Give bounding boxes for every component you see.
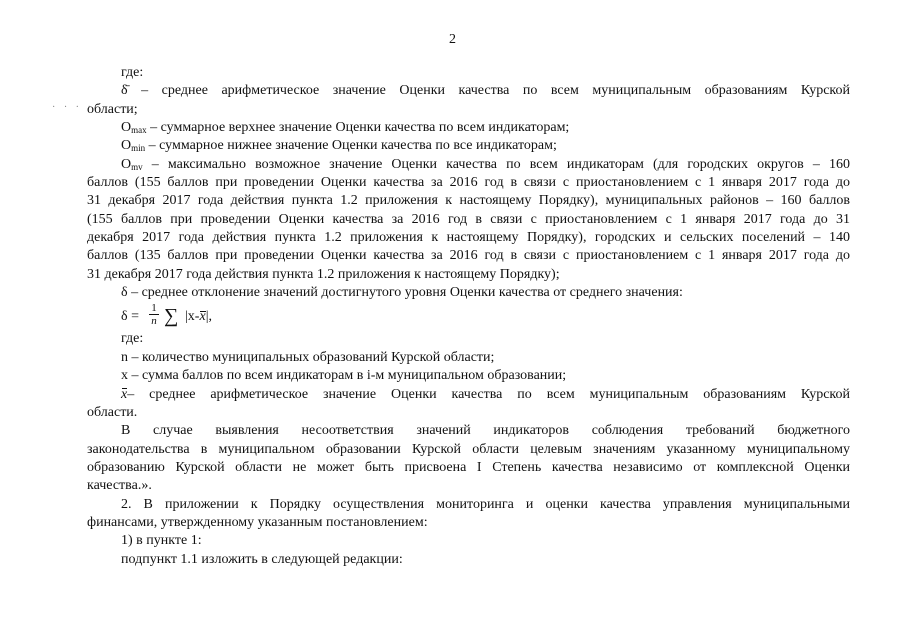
text-line [87, 247, 850, 265]
text-line [87, 156, 850, 174]
body-text: 2. В приложении к Порядку осуществления мониторинга и оценки качества управления муниципальными [121, 496, 850, 512]
formula-mean-x: x [199, 309, 206, 325]
mean-x-symbol: x [121, 386, 127, 404]
list-item: 1) в пункте 1: [121, 533, 202, 549]
text-line [87, 386, 850, 404]
deviation-formula [87, 302, 850, 330]
definition-text: – суммарное верхнее значение Оценки качества по всем индикаторам; [146, 120, 570, 136]
body-text: законодательства в муниципальном образовании Курской области целевым значениям указанному муниципальному [87, 441, 850, 457]
definition-text: области; [87, 101, 138, 117]
body-text: В случае выявления несоответствия значений индикаторов соблюдения требований бюджетного [121, 423, 850, 439]
text-line [87, 404, 850, 422]
formula-abs-close: |, [205, 309, 212, 325]
text-line [87, 211, 850, 229]
body-text: баллов (155 баллов при проведении Оценки качества за 2016 год в связи с приостановлением с 1 января 2017 года до [87, 175, 850, 191]
omin-symbol: O [121, 138, 132, 154]
definition-text: δ – среднее отклонение значений достигнутого уровня Оценки качества от среднего значения: [121, 285, 683, 301]
text-line [87, 82, 850, 100]
text-line [87, 532, 850, 550]
where-label: где: [121, 65, 144, 80]
fraction-denominator: n [151, 315, 157, 328]
text-line [87, 496, 850, 514]
text-line [87, 441, 850, 459]
page-number: 2 [449, 32, 456, 47]
body-text: качества.». [87, 478, 152, 494]
text-line [87, 229, 850, 247]
text-line [87, 266, 850, 284]
definition-text: x – сумма баллов по всем индикаторам в i-м муниципальном образовании; [121, 368, 567, 384]
definition-text: n – количество муниципальных образований Курской области; [121, 349, 495, 365]
where-label: где: [121, 331, 144, 347]
text-line [87, 459, 850, 477]
text-line [87, 551, 850, 569]
text-line [87, 422, 850, 440]
text-line [87, 119, 850, 137]
definition-text: – суммарное нижнее значение Оценки качества по все индикаторам; [145, 138, 557, 154]
text-line [87, 101, 850, 119]
margin-marks: · · · · [52, 102, 94, 113]
formula-fraction [149, 302, 159, 327]
body-text: (155 баллов при проведении Оценки качества за 2016 год в связи с приостановлением с 1 января 2017 года до 31 [87, 211, 850, 227]
definition-text: – максимально возможное значение Оценки качества по всем индикаторам (для городских округов – 160 [142, 156, 850, 172]
definition-text: – среднее арифметическое значение Оценки качества по всем муниципальным образованиям Курской [127, 386, 850, 402]
text-line [87, 64, 850, 82]
text-line [87, 367, 850, 385]
text-line [87, 192, 850, 210]
formula-abs-open: |x- [185, 309, 200, 325]
text-line [87, 174, 850, 192]
delta-bar-symbol: δ̄ [121, 83, 128, 99]
definition-text: – среднее арифметическое значение Оценки качества по всем муниципальным образованиям Курской [141, 83, 850, 99]
formula-rhs [185, 309, 212, 325]
formula-lhs: δ = [121, 309, 139, 325]
omv-subscript: mv [131, 161, 143, 172]
text-line [87, 137, 850, 155]
fraction-numerator: 1 [149, 302, 159, 315]
text-line [87, 514, 850, 532]
document-body [87, 64, 850, 569]
text-line [87, 477, 850, 495]
text-line [87, 330, 850, 348]
body-text: 31 декабря 2017 года действия пункта 1.2 приложения к настоящему Порядку), муниципальных районов – 160 баллов [87, 193, 850, 209]
body-text: образованию Курской области не может быть присвоена I Степень качества независимо от комплексной Оценки [87, 459, 850, 475]
text-line [87, 284, 850, 302]
omax-subscript: max [131, 125, 147, 136]
body-text: баллов (135 баллов при проведении Оценки качества за 2016 год в связи с приостановлением с 1 января 2017 года до [87, 248, 850, 264]
definition-text: области. [87, 404, 138, 420]
body-text: подпункт 1.1 изложить в следующей редакции: [121, 551, 403, 567]
body-text: финансами, утвержденному указанным постановлением: [87, 514, 428, 530]
text-line [87, 349, 850, 367]
body-text: 31 декабря 2017 года действия пункта 1.2 приложения к настоящему Порядку); [87, 266, 560, 282]
sum-symbol: ∑ [164, 305, 179, 328]
omv-symbol: O [121, 156, 132, 172]
omax-symbol: O [121, 120, 132, 136]
omin-subscript: min [131, 143, 146, 154]
body-text: декабря 2017 года действия пункта 1.2 приложения к настоящему Порядку), городских и сельских поселений – 140 [87, 230, 850, 246]
